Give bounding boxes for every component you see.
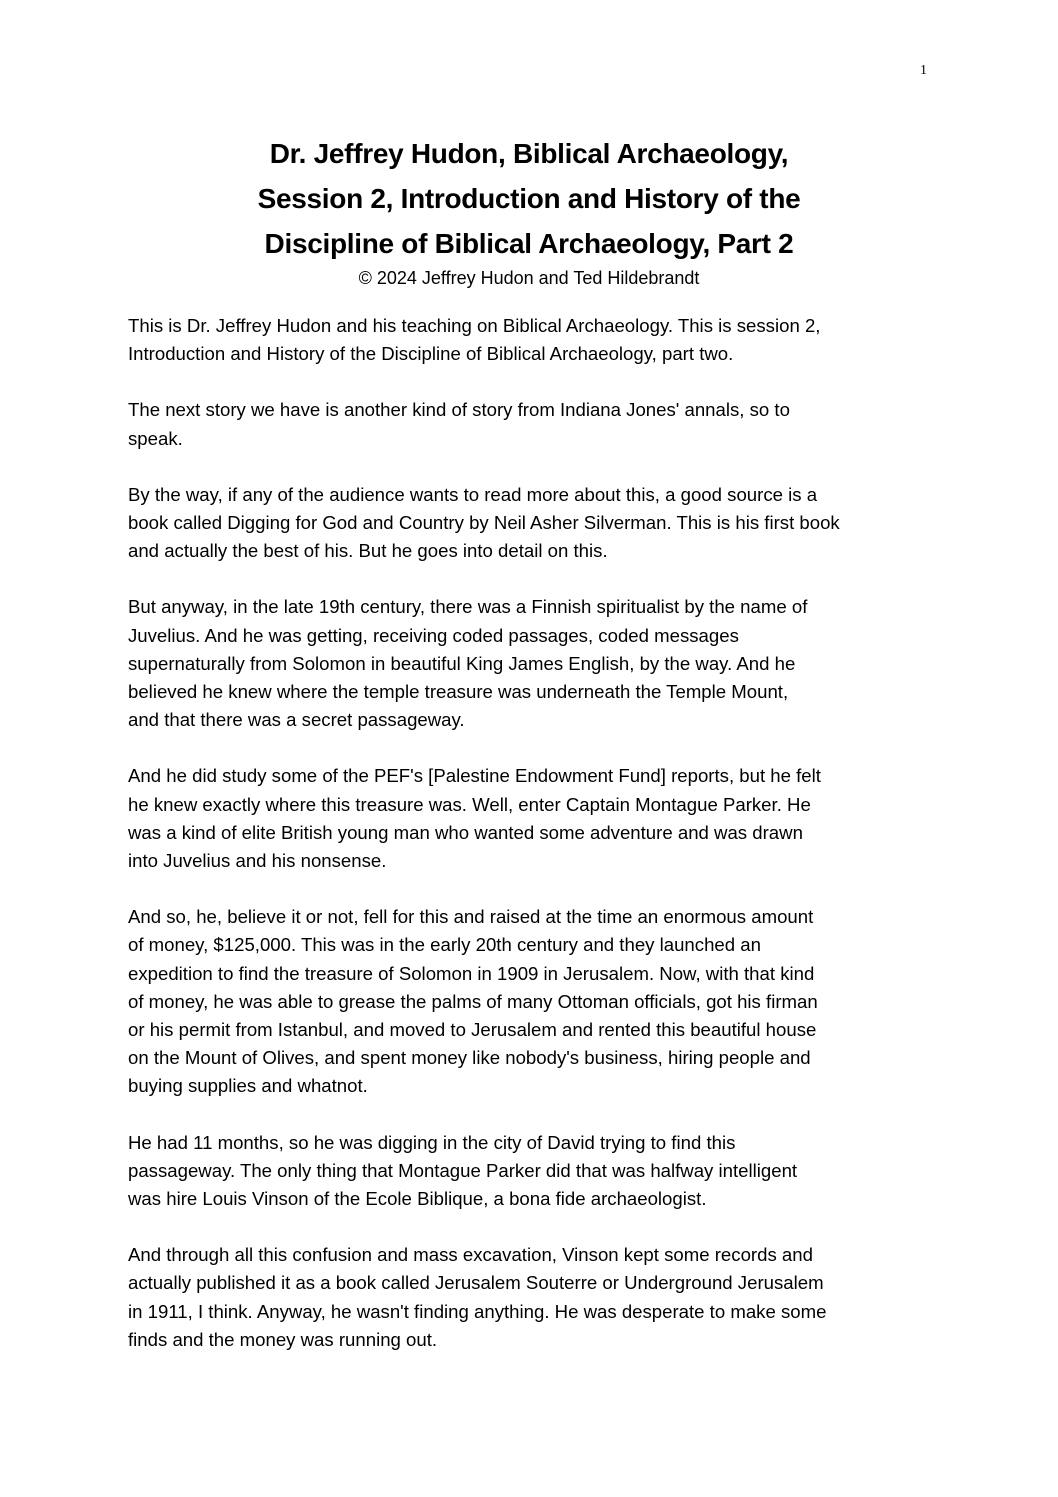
- paragraph-line: book called Digging for God and Country by Neil Asher Silverman. This is his first book: [128, 512, 840, 534]
- copyright-notice: © 2024 Jeffrey Hudon and Ted Hildebrandt: [358, 268, 700, 288]
- paragraph: [128, 481, 948, 566]
- paragraph-line: or his permit from Istanbul, and moved to Jerusalem and rented this beautiful house: [128, 1019, 817, 1041]
- document-body: [128, 312, 948, 1382]
- paragraph: [128, 593, 948, 734]
- paragraph-line: expedition to find the treasure of Solomon in 1909 in Jerusalem. Now, with that kind: [128, 962, 815, 984]
- paragraph: [128, 396, 948, 452]
- paragraph-line: of money, $125,000. This was in the early 20th century and they launched an: [128, 934, 761, 956]
- paragraph: [128, 1129, 948, 1214]
- paragraph-line: speak.: [128, 427, 183, 449]
- paragraph-line: into Juvelius and his nonsense.: [128, 850, 387, 872]
- paragraph-line: buying supplies and whatnot.: [128, 1075, 368, 1097]
- paragraph: [128, 903, 948, 1100]
- paragraph-line: passageway. The only thing that Montague Parker did that was halfway intelligent: [128, 1159, 798, 1181]
- paragraph-line: And he did study some of the PEF's [Palestine Endowment Fund] reports, but he felt: [128, 765, 821, 787]
- document-title-line-2: Session 2, Introduction and History of the: [257, 183, 801, 214]
- paragraph: [128, 1241, 948, 1354]
- paragraph-line: believed he knew where the temple treasure was underneath the Temple Mount,: [128, 681, 789, 703]
- paragraph-line: of money, he was able to grease the palms of many Ottoman officials, got his firman: [128, 990, 818, 1012]
- paragraph-line: The next story we have is another kind of story from Indiana Jones' annals, so to: [128, 399, 790, 421]
- paragraph-line: was hire Louis Vinson of the Ecole Biblique, a bona fide archaeologist.: [128, 1188, 707, 1210]
- paragraph-line: He had 11 months, so he was digging in the city of David trying to find this: [128, 1131, 736, 1153]
- paragraph: [128, 312, 948, 368]
- paragraph: [128, 762, 948, 875]
- paragraph-line: And so, he, believe it or not, fell for this and raised at the time an enormous amount: [128, 906, 814, 928]
- paragraph-line: Juvelius. And he was getting, receiving coded passages, coded messages: [128, 624, 739, 646]
- paragraph-line: he knew exactly where this treasure was. Well, enter Captain Montague Parker. He: [128, 793, 811, 815]
- paragraph-line: actually published it as a book called Jerusalem Souterre or Underground Jerusalem: [128, 1272, 824, 1294]
- paragraph-line: This is Dr. Jeffrey Hudon and his teaching on Biblical Archaeology. This is session 2,: [128, 315, 821, 336]
- paragraph-line: on the Mount of Olives, and spent money like nobody's business, hiring people and: [128, 1047, 811, 1069]
- paragraph-line: was a kind of elite British young man who wanted some adventure and was drawn: [128, 821, 803, 843]
- document-title-line-1: Dr. Jeffrey Hudon, Biblical Archaeology,: [269, 138, 789, 169]
- document-title-line-3: Discipline of Biblical Archaeology, Part 2: [264, 228, 794, 259]
- paragraph-line: Introduction and History of the Discipline of Biblical Archaeology, part two.: [128, 343, 734, 365]
- paragraph-line: and actually the best of his. But he goes into detail on this.: [128, 540, 608, 562]
- paragraph-line: supernaturally from Solomon in beautiful King James English, by the way. And he: [128, 652, 796, 674]
- paragraph-line: and that there was a secret passageway.: [128, 709, 465, 731]
- paragraph-line: in 1911, I think. Anyway, he wasn't finding anything. He was desperate to make some: [128, 1300, 827, 1322]
- paragraph-line: finds and the money was running out.: [128, 1328, 438, 1350]
- page-number: 1: [920, 63, 927, 78]
- document-header: [0, 131, 1058, 290]
- paragraph-line: But anyway, in the late 19th century, there was a Finnish spiritualist by the name of: [128, 596, 808, 618]
- paragraph-line: By the way, if any of the audience wants to read more about this, a good source is a: [128, 483, 818, 505]
- paragraph-line: And through all this confusion and mass excavation, Vinson kept some records and: [128, 1244, 813, 1266]
